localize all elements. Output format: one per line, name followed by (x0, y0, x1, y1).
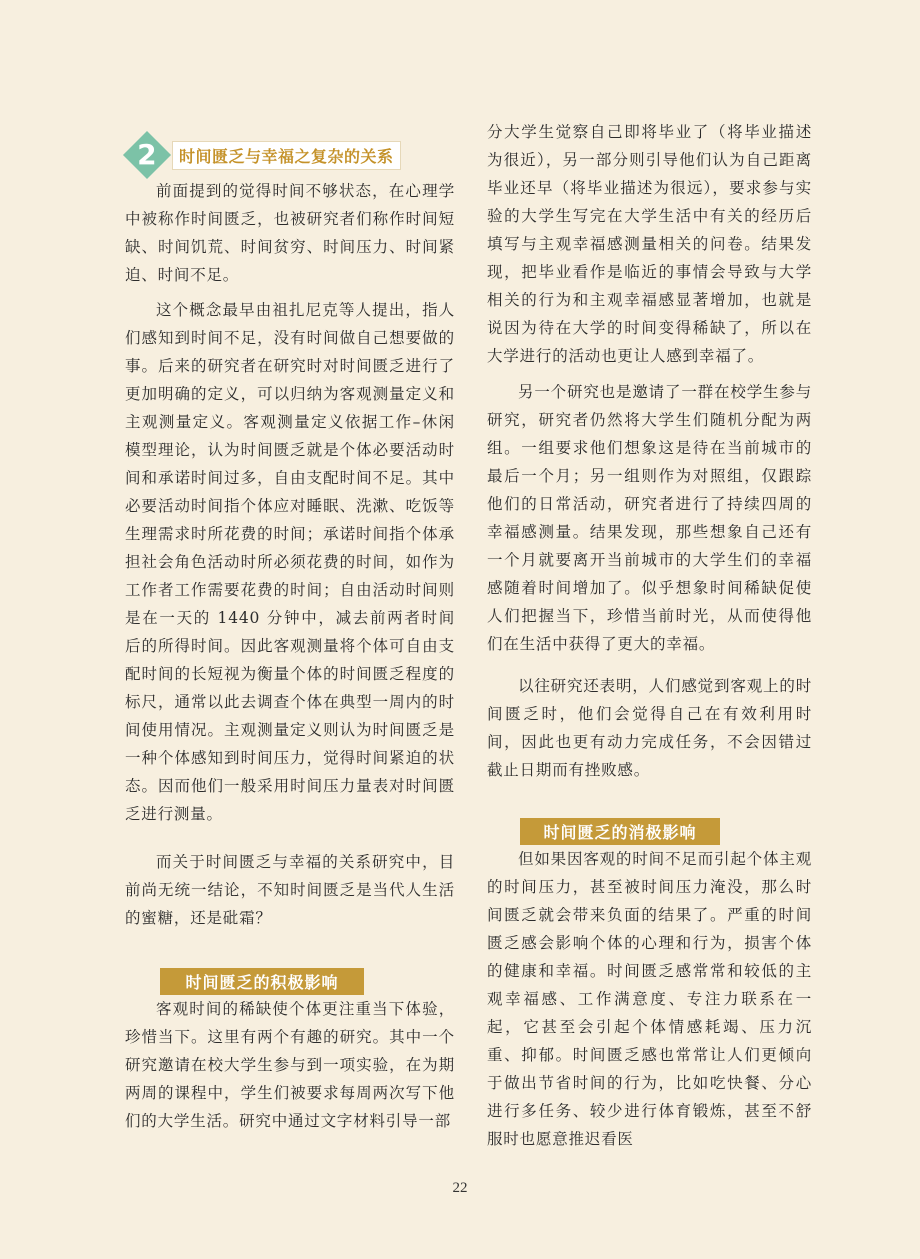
subheading-positive: 时间匮乏的积极影响 (160, 968, 364, 995)
right-paragraph-3: 以往研究还表明，人们感觉到客观上的时间匮乏时，他们会觉得自己在有效利用时间，因此也更有动力完成任务，不会因错过截止日期而有挫败感。 (487, 677, 812, 779)
section-number: 2 (137, 137, 157, 171)
left-paragraph-3: 而关于时间匮乏与幸福的关系研究中，目前尚无统一结论，不知时间匮乏是当代人生活的蜜糖，还是砒霜？ (125, 853, 455, 927)
left-paragraph-2: 这个概念最早由祖扎尼克等人提出，指人们感知到时间不足，没有时间做自己想要做的事。后来的研究者在研究时对时间匮乏进行了更加明确的定义，可以归纳为客观测量定义和主观测量定义。客观测量定义依据工作–休闲模型理论，认为时间匮乏就是个体必要活动时间和承诺时间过多，自由支配时间不足。其中必要活动时间指个体应对睡眠、洗漱、吃饭等生理需求时所花费的时间；承诺时间指个体承担社会角色活动时所必须花费的时间，如作为工作者工作需要花费的时间；自由活动时间则是在一天的 1440 分钟中，减去前两者时间后的所得时间。因此客观测量将个体可自由支配时间的长短视为衡量个体的时间匮乏程度的标尺，通常以此去调查个体在典型一周内的时间使用情况。主观测量定义则认为时间匮乏是一种个体感知到时间压力，觉得时间紧迫的状态。因而他们一般采用时间压力量表对时间匮乏进行测量。 (125, 301, 455, 823)
right-paragraph-2: 另一个研究也是邀请了一群在校学生参与研究，研究者仍然将大学生们随机分配为两组。一组要求他们想象这是待在当前城市的最后一个月；另一组则作为对照组，仅跟踪他们的日常活动，研究者进行了持续四周的幸福感测量。结果发现，那些想象自己还有一个月就要离开当前城市的大学生们的幸福感随着时间增加了。似乎想象时间稀缺促使人们把握当下，珍惜当前时光，从而使得他们在生活中获得了更大的幸福。 (487, 383, 812, 653)
section-title: 时间匮乏与幸福之复杂的关系 (172, 141, 401, 170)
subheading-negative: 时间匮乏的消极影响 (520, 818, 720, 845)
section-number-badge (123, 131, 171, 179)
page-number: 22 (452, 1180, 468, 1196)
right-paragraph-1: 分大学生觉察自己即将毕业了（将毕业描述为很近），另一部分则引导他们认为自己距离毕业还早（将毕业描述为很远），要求参与实验的大学生写完在大学生活中有关的经历后填写与主观幸福感测量相关的问卷。结果发现，把毕业看作是临近的事情会导致与大学相关的行为和主观幸福感显著增加，也就是说因为待在大学的时间变得稀缺了，所以在大学进行的活动也更让人感到幸福了。 (487, 123, 812, 365)
right-paragraph-4: 但如果因客观的时间不足而引起个体主观的时间压力，甚至被时间压力淹没，那么时间匮乏就会带来负面的结果了。严重的时间匮乏感会影响个体的心理和行为，损害个体的健康和幸福。时间匮乏感常常和较低的主观幸福感、工作满意度、专注力联系在一起，它甚至会引起个体情感耗竭、压力沉重、抑郁。时间匮乏感也常常让人们更倾向于做出节省时间的行为，比如吃快餐、分心进行多任务、较少进行体育锻炼，甚至不舒服时也愿意推迟看医 (487, 850, 812, 1148)
left-paragraph-4: 客观时间的稀缺使个体更注重当下体验，珍惜当下。这里有两个有趣的研究。其中一个研究邀请在校大学生参与到一项实验，在为期两周的课程中，学生们被要求每周两次写下他们的大学生活。研究中通过文字材料引导一部 (125, 1000, 455, 1130)
left-paragraph-1: 前面提到的觉得时间不够状态，在心理学中被称作时间匮乏，也被研究者们称作时间短缺、时间饥荒、时间贫穷、时间压力、时间紧迫、时间不足。 (125, 182, 455, 284)
section-header (124, 138, 401, 172)
